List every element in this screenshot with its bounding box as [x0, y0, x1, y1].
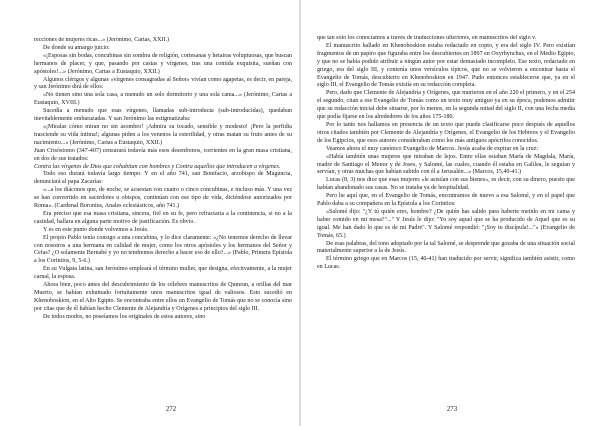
page-number-left: 272: [165, 406, 177, 413]
paragraph: Todo eso durará todavía largo tiempo. Y en el año 741, san Bonifacio, arzobispo de Maguncia, denunciará al papa Zacarías:: [34, 171, 292, 186]
paragraph: Pero he aquí que, en el Evangelio de Tomás, encontramos de nuevo a esa Salomé, y en el papel que Pablo daba a su compañera en la Epístola a los Corintios:: [317, 193, 575, 208]
paragraph: Algunos clérigos y algunas «vírgenes consagradas al Señor» vivían como agapetas, es decir, en pareja, y san Jerónimo dirá de ellos:: [34, 76, 292, 91]
quote-paragraph: «...a los diáconos que, de noche, se acuestan con cuatro o cinco concubinas, e incluso más. Y una vez se han convertido en sacerdotes u obispos, continúan con ese tipo de vida, diciéndose autorizados por Roma». (Cardenal Boronius, Anales eclesiásticos, año 741.): [34, 187, 292, 210]
quote-paragraph: «No tienen sino una sola casa, a menudo un solo dormitorio y una sola cama...» (Jerónimo, Cartas a Eustaquio, XVIII.): [34, 92, 292, 107]
paragraph: Y es en este punto donde volvemos a Jesús.: [43, 226, 149, 233]
treatise-titles: Contra las vírgenes de Dios que cohabitan con hombres y Contra aquellos que introducen a vírgenes.: [34, 163, 281, 170]
paragraph: que tan sólo los conocíamos a través de traducciones ulteriores, en manuscritos del siglo v.: [317, 35, 537, 41]
paragraph: Juan Crisóstomo (347-407) censurará todavía más esos desenfrenos, corrientes en la gran masa cristiana, en dos de sus tratados:: [34, 147, 292, 162]
paragraph: El manuscrito hallado en Khenoboskion estaba redactado en copto, y era del siglo IV. Pero existían fragmentos de un papiro que figuraba entre los descubiertos en 1897 en Oxyrhynchus, en el Medio Egipto, y que no se había podido atribuir a ningún autor por estar demasiado incompleto. Ese texto, redactado en griego, era del siglo III, y contenía unos versículos típicos, que no se volvieron a encontrar hasta el Evangelio de Tomás, descubierto en Khenoboskion en 1947. Pudo entonces establecerse que, ya en el siglo III, el Evangelio de Tomás existía en su redacción completa.: [317, 42, 575, 89]
paragraph: El propio Pablo tenía consigo a una concubina, y lo dice claramente: «¿No tenemos derecho de llevar con nosotros a una hermana en calidad de mujer, como los otros apóstoles y los hermanos del Señor y Cefas? ¿O solamente Bernabé y yo no tendremos derecho a hacer eso de ello?...» (Pablo, Primera Epístola a los Corintios, 9, 5-6.): [34, 234, 292, 265]
paragraph: Sucedía a menudo que esas vírgenes, llamadas sub-introducta (sub-introducidas), quedaban inevitablemente embarazadas. Y san Jerónimo las estigmatizaba:: [34, 108, 292, 123]
paragraph: De todos modos, no poseíamos los originales de estos autores, sino: [43, 313, 206, 320]
paragraph: Lucas (8, 3) nos dice que esas mujeres «le asistían con sus bienes», es decir, con su dinero, puesto que habían abandonado sus casas. No se trataba ya de hospitalidad.: [317, 177, 575, 192]
paragraph: Por lo tanto nos hallamos en presencia de un texto que puede clasificarse poco después de aquellos otros citados también por Clemente de Alejandría y Orígenes, el Evangelio de los Hebreos y el Evangelio de los Egipcios, que esos autores consideraban como los más antiguos apócrifos conocidos.: [317, 121, 575, 144]
paragraph: En su Vulgata latina, san Jerónimo empleará el término mulier, que designa, efectivamente, a la mujer carnal, la esposa.: [34, 266, 292, 281]
paragraph: Ahora bien, poco antes del descubrimiento de los célebres manuscritos de Qumran, a orillas del mar Muerto, se habían exhumado fortuitamente unos manuscritos igual de valiosos. Esto sucedió en Khenoboskion, en el Alto Egipto. Se encontraba entre ellos un Evangelio de Tomás que no se conocía sino por citas que de él habían hecho Clemente de Alejandría y Orígenes a principios del siglo III.: [34, 282, 292, 312]
right-page: [317, 35, 575, 390]
paragraph: Pero, dado que Clemente de Alejandría y Orígenes, que murieron en el año 220 el primero, y en el 254 el segundo, citan a ese Evangelio de Tomás como un texto muy antiguo ya en su época, podemos admitir que su redacción inicial debe situarse, por lo menos, en la segunda mitad del siglo II, con una fecha media que podía fijarse en los alrededores de los años 175-180.: [317, 90, 575, 121]
paragraph: De esas palabras, del tono adoptado por la tal Salomé, se desprende que gozaba de una situación social materialmente superior a la de Jesús.: [317, 240, 575, 255]
quote-paragraph: «Salomé dijo: "¿Y tú quién eres, hombre? ¿De quién has salido para haberte metido en mi cama y haber comido en mi mesa?"..." Y Jesús le dijo: "Yo soy aquel que se ha producido de Aquel que es su igual. Me han dado lo que es de mi Padre". Y Salomé respondió: "¡Soy tu discípula!..."» (Evangelio de Tomás, 65.): [317, 208, 575, 239]
quote-paragraph: «Había también unas mujeres que miraban de lejos. Entre ellas estaban María de Magdala, María, madre de Santiago el Menor y de Joses, y Salomé, las cuales, cuando él estaba en Galilea, le seguían y servían, y otras muchas que habían subido con él a Jerusalén...» (Marcos, 15,40-41.): [317, 153, 575, 176]
book-gutter: [299, 0, 301, 426]
paragraph: recciones de mujeres ricas...» (Jerónimo, Cartas, XXII.): [34, 37, 169, 43]
paragraph: De donde su amargo juicio:: [43, 44, 110, 51]
paragraph: El término griego que en Marcos (15, 40-41) han traducido por servir, significa también asistir, como en Lucas.: [317, 256, 575, 271]
page-number-right: 273: [446, 406, 458, 413]
quote-paragraph: «¡Esposas sin bodas, concubinas sin sombra de religión, cortesanas y hetairas voluptuosas, que buscan hermanos de placer, y que, pasando por castas y vírgenes, tras una comida exquisita, sueñan con apóstoles!...» (Jerónimo, Cartas a Eustaquio, XXII.): [34, 52, 292, 75]
left-page: [34, 37, 292, 392]
paragraph: Era preciso que esa masa cristiana, sincera, fiel en su fe, pero refractaria a la continencia, si no a la castidad, hallara en alguna parte motivo de justificación. Es obvio.: [34, 210, 292, 225]
paragraph: Veamos ahora el muy canónico Evangelio de Marcos. Jesús acaba de expirar en la cruz:: [326, 145, 539, 152]
quote-paragraph: «¡Miralas cómo miran no sin asombro! ¡Admira su tocado, sensible y modesto! ¡Pero la perfidia trasciende su vida íntima!; algunas piden a los venenos la esterilidad, y otras matan su fruto antes de su nacimiento...» (Jerónimo, Cartas a Eustaquio, XXII.): [34, 123, 292, 146]
